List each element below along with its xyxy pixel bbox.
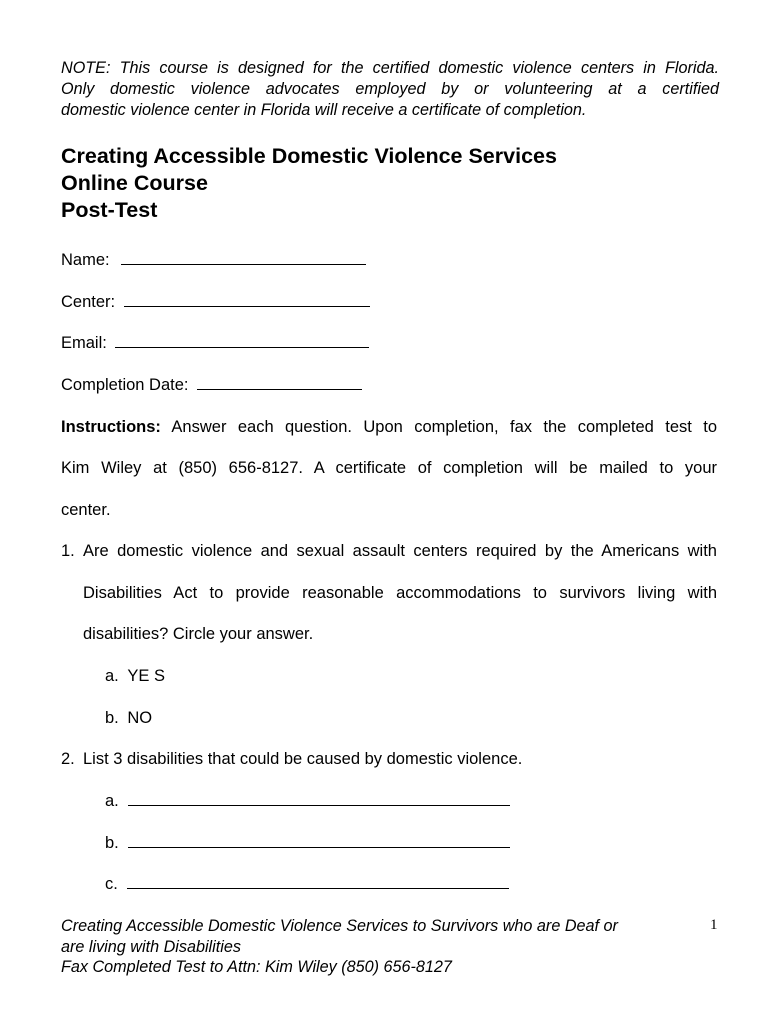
question-1-line-1: Are domestic violence and sexual assault centers required by the Americans with [83, 542, 717, 560]
option-text: NO [127, 709, 153, 727]
name-label: Name: [61, 251, 110, 269]
email-blank[interactable] [115, 333, 369, 348]
option-letter: b. [105, 709, 119, 727]
title-line-3: Post-Test [61, 198, 158, 222]
title-line-1: Creating Accessible Domestic Violence Services [61, 144, 557, 168]
question-1-line-3: disabilities? Circle your answer. [83, 625, 314, 643]
title-line-2: Online Course [61, 171, 208, 195]
page-number: 1 [710, 917, 718, 933]
instructions-line-1: Instructions: Answer each question. Upon completion, fax the completed test to [61, 418, 717, 436]
course-note [61, 58, 719, 121]
question-1-option-b[interactable] [105, 708, 152, 728]
footer-line-1: Creating Accessible Domestic Violence Services to Survivors who are Deaf or [61, 917, 618, 935]
answer-letter: a. [105, 792, 119, 810]
question-2-number: 2. [61, 750, 75, 768]
answer-blank-c[interactable] [127, 874, 509, 889]
question-2-answer-b [105, 833, 510, 853]
instructions-line-3: center. [61, 501, 111, 519]
instructions-line-2-wrap [61, 458, 717, 478]
note-line-1: NOTE: This course is designed for the certified domestic violence centers in Florida. [61, 59, 719, 77]
page-title [61, 143, 557, 224]
completion-date-blank[interactable] [197, 375, 362, 390]
instructions-line-2: Kim Wiley at (850) 656-8127. A certificate of completion will be mailed to your [61, 459, 717, 477]
question-1-line-1-wrap [83, 541, 717, 561]
page-footer [61, 916, 681, 978]
question-1-number: 1. [61, 542, 75, 560]
answer-letter: c. [105, 875, 118, 893]
question-1-line-2: Disabilities Act to provide reasonable accommodations to survivors living with [83, 584, 717, 602]
center-label: Center: [61, 293, 116, 311]
email-label: Email: [61, 334, 107, 352]
answer-blank-a[interactable] [128, 791, 510, 806]
completion-date-field [61, 375, 362, 395]
center-blank[interactable] [124, 292, 370, 307]
instructions [61, 417, 717, 437]
question-2-text: List 3 disabilities that could be caused by domestic violence. [83, 750, 523, 768]
question-2-answer-c [105, 874, 509, 894]
question-1-option-a[interactable] [105, 666, 165, 686]
email-field [61, 333, 369, 353]
instructions-label: Instructions: [61, 418, 161, 436]
note-line-2: Only domestic violence advocates employed by or volunteering at a certified [61, 80, 719, 98]
footer-line-2: are living with Disabilities [61, 937, 241, 956]
question-2-answer-a [105, 791, 510, 811]
option-letter: a. [105, 667, 119, 685]
answer-letter: b. [105, 834, 119, 852]
note-line-3: domestic violence center in Florida will receive a certificate of completion. [61, 101, 587, 119]
name-blank[interactable] [121, 250, 366, 265]
question-1-line-2-wrap [83, 583, 717, 603]
center-field [61, 292, 370, 312]
option-text: YE S [127, 667, 165, 685]
answer-blank-b[interactable] [128, 833, 510, 848]
name-field [61, 250, 366, 270]
completion-date-label: Completion Date: [61, 376, 189, 394]
footer-line-3: Fax Completed Test to Attn: Kim Wiley (850) 656-8127 [61, 958, 452, 976]
